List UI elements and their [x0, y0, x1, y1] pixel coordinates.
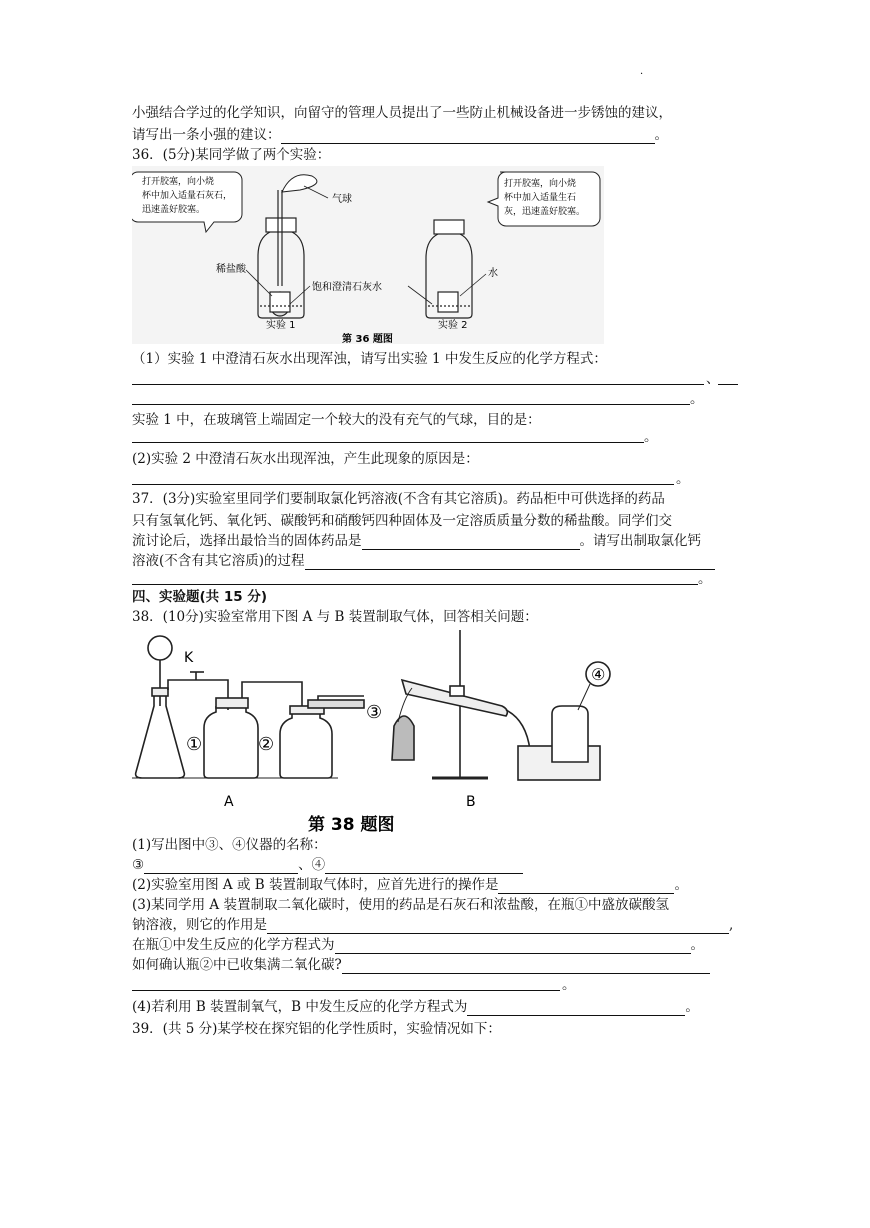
num-3: ③	[132, 857, 145, 873]
period: 。	[676, 471, 690, 487]
figure-36-caption: 第 36 题图	[342, 334, 393, 344]
period: 。	[644, 429, 658, 445]
q38-part3-line4	[132, 956, 710, 974]
bubble1-line1: 打开胶塞，向小烧	[142, 177, 215, 187]
label-acid: 稀盐酸	[216, 264, 246, 275]
label-n4: ④	[591, 665, 606, 684]
q37-line4	[132, 552, 715, 570]
q38-4-blank[interactable]	[467, 1001, 685, 1016]
dun-mark: 、	[706, 371, 720, 387]
q38-1-blank-3[interactable]	[144, 859, 298, 874]
q38-part3-line2	[132, 916, 733, 934]
q37-line2: 只有氢氧化钙、氧化钙、碳酸钙和硝酸钙四种固体及一定溶质质量分数的稀盐酸。同学们交	[132, 513, 672, 529]
q38-4-prompt: (4)若利用 B 装置制氧气，B 中发生反应的化学方程式为	[132, 999, 468, 1015]
q37-prompt-a: 流讨论后，选择出最恰当的固体药品是	[132, 533, 362, 549]
q38-part3-line1: (3)某同学用 A 装置制取二氧化碳时，使用的药品是石灰石和浓盐酸，在瓶①中盛放碳酸氢	[132, 897, 669, 913]
q36-title: 36．(5分)某同学做了两个实验：	[132, 147, 331, 163]
comma: ,	[729, 917, 734, 933]
q36-part1b: 实验 1 中，在玻璃管上端固定一个较大的没有充气的气球，目的是：	[132, 412, 541, 428]
period: 。	[690, 937, 704, 953]
q35-line2	[132, 126, 668, 144]
page-dot: ·	[640, 69, 644, 80]
label-a: A	[224, 794, 234, 810]
q38-3-prompt: 钠溶液，则它的作用是	[132, 917, 267, 933]
q38-3-blank[interactable]	[267, 919, 729, 934]
q38-3-confirm-prompt: 如何确认瓶②中已收集满二氧化碳?	[132, 957, 342, 973]
q36-part2: (2)实验 2 中澄清石灰水出现浑浊，产生此现象的原因是：	[132, 451, 479, 467]
q38-title: 38．(10分)实验室常用下图 A 与 B 装置制取气体，回答相关问题：	[132, 609, 538, 625]
q36-part1: （1）实验 1 中澄清石灰水出现浑浊，请写出实验 1 中发生反应的化学方程式：	[132, 351, 607, 367]
q36-1-blank-b[interactable]	[132, 404, 690, 405]
q38-2-prompt: (2)实验室用图 A 或 B 装置制取气体时，应首先进行的操作是	[132, 877, 499, 893]
q38-part1: (1)写出图中③、④仪器的名称：	[132, 837, 327, 853]
figure-38-caption: 第 38 题图	[308, 815, 395, 835]
q37-prompt-b: 。请写出制取氯化钙	[579, 533, 701, 549]
label-water: 水	[488, 268, 498, 279]
apparatus-b	[392, 630, 610, 780]
q37-prompt-c: 溶液(不含有其它溶质)的过程	[132, 553, 305, 569]
q37-line1: 37．(3分)实验室里同学们要制取氯化钙溶液(不含有其它溶质)。药品柜中可供选择的药品	[132, 491, 665, 507]
q36-1-blank-a[interactable]	[132, 384, 704, 385]
bubble1-line2: 杯中加入适量石灰石，	[142, 191, 233, 201]
q36-1-blank-b-start[interactable]	[718, 384, 738, 385]
bubble1-line3: 迅速盖好胶塞。	[142, 205, 206, 215]
q37-process-blank-a[interactable]	[305, 555, 715, 570]
q38-3-confirm-blank-b[interactable]	[132, 990, 560, 991]
q36-2-blank[interactable]	[132, 484, 674, 485]
q38-2-blank[interactable]	[498, 879, 674, 894]
label-k: K	[184, 650, 194, 666]
q38-part4	[132, 998, 699, 1016]
figure-38	[132, 626, 622, 836]
label-exp2: 实验 2	[438, 320, 468, 331]
label-b: B	[466, 794, 476, 810]
q37-process-blank-b[interactable]	[132, 584, 698, 585]
bubble2-line1: 打开胶塞，向小烧	[504, 179, 577, 189]
num-4: 、④	[298, 857, 326, 873]
label-balloon: 气球	[332, 194, 352, 205]
q37-line3	[132, 532, 701, 550]
figure-36	[132, 166, 604, 344]
period: 。	[685, 999, 699, 1015]
q36-1b-blank[interactable]	[132, 442, 644, 443]
period: 。	[674, 877, 688, 893]
q38-part2	[132, 876, 688, 894]
q39-title: 39．(共 5 分)某学校在探究铝的化学性质时，实验情况如下：	[132, 1021, 501, 1037]
label-limewater: 饱和澄清石灰水	[312, 282, 382, 293]
q35-line1: 小强结合学过的化学知识，向留守的管理人员提出了一些防止机械设备进一步锈蚀的建议，	[132, 105, 672, 121]
period: 。	[654, 127, 668, 143]
period: 。	[698, 571, 712, 587]
label-n2: ②	[258, 734, 275, 755]
section-4-title: 四、实验题(共 15 分)	[132, 589, 268, 605]
q35-answer-blank[interactable]	[281, 129, 655, 144]
q38-part3-line3	[132, 936, 704, 954]
label-n1: ①	[186, 734, 203, 755]
q38-part1-answers	[132, 856, 523, 874]
label-n3: ③	[366, 702, 383, 723]
q38-3-equation-blank[interactable]	[335, 939, 691, 954]
q38-3-confirm-blank-a[interactable]	[342, 959, 710, 974]
apparatus-a	[132, 636, 364, 778]
bubble2-line3: 灰，迅速盖好胶塞。	[504, 207, 586, 217]
q38-3-equation-prompt: 在瓶①中发生反应的化学方程式为	[132, 937, 335, 953]
period: 。	[690, 391, 704, 407]
q35-prompt: 请写出一条小强的建议：	[132, 127, 281, 143]
q37-solid-blank[interactable]	[362, 535, 580, 550]
label-exp1: 实验 1	[266, 320, 296, 331]
period: 。	[562, 977, 576, 993]
q38-1-blank-4[interactable]	[325, 859, 523, 874]
bubble2-line2: 杯中加入适量生石	[504, 193, 577, 203]
